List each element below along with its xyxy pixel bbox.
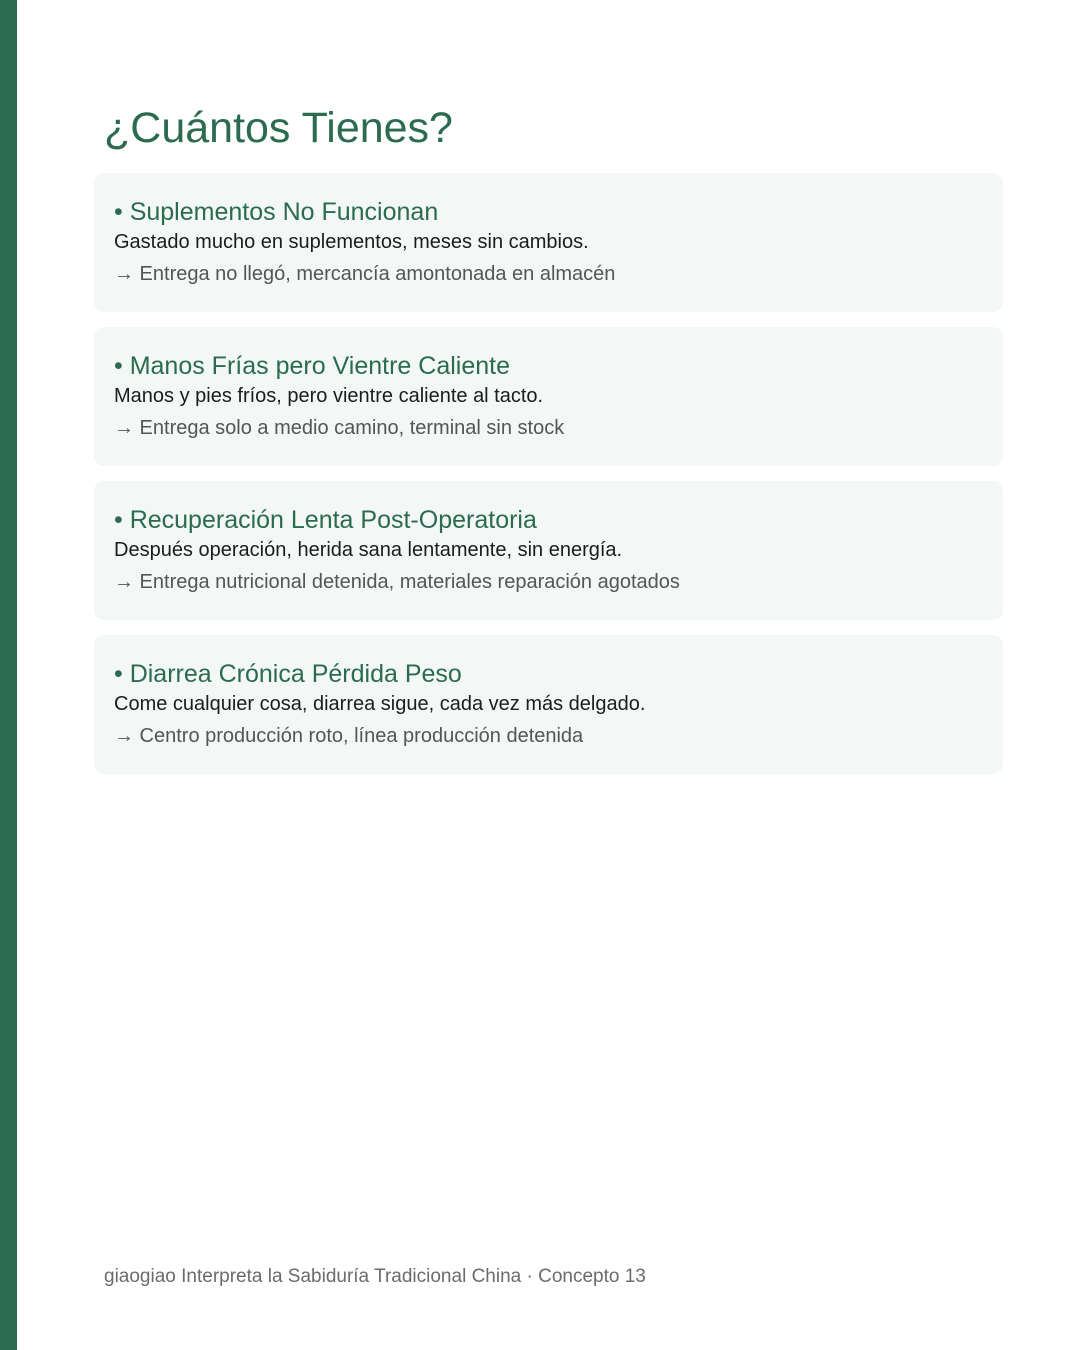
symptom-card bbox=[94, 481, 1003, 620]
symptom-card-list bbox=[94, 173, 1003, 789]
page-title: ¿Cuántos Tienes? bbox=[104, 104, 453, 152]
card-description: Gastado mucho en suplementos, meses sin cambios. bbox=[114, 231, 589, 253]
card-note: → Entrega solo a medio camino, terminal sin stock bbox=[114, 417, 565, 439]
card-description: Come cualquier cosa, diarrea sigue, cada vez más delgado. bbox=[114, 693, 646, 715]
card-title: • Manos Frías pero Vientre Caliente bbox=[114, 352, 510, 380]
symptom-card bbox=[94, 173, 1003, 312]
card-title: • Diarrea Crónica Pérdida Peso bbox=[114, 660, 462, 688]
card-note: → Entrega no llegó, mercancía amontonada en almacén bbox=[114, 263, 616, 285]
card-title: • Recuperación Lenta Post-Operatoria bbox=[114, 506, 537, 534]
left-accent-bar bbox=[0, 0, 17, 1350]
card-title: • Suplementos No Funcionan bbox=[114, 198, 439, 226]
symptom-card bbox=[94, 635, 1003, 774]
card-note: → Entrega nutricional detenida, materiales reparación agotados bbox=[114, 571, 680, 593]
card-description: Manos y pies fríos, pero vientre caliente al tacto. bbox=[114, 385, 544, 407]
footer-caption: giaogiao Interpreta la Sabiduría Tradicional China · Concepto 13 bbox=[104, 1266, 646, 1287]
symptom-card bbox=[94, 327, 1003, 466]
card-note: → Centro producción roto, línea producción detenida bbox=[114, 725, 584, 747]
card-description: Después operación, herida sana lentamente, sin energía. bbox=[114, 539, 623, 561]
